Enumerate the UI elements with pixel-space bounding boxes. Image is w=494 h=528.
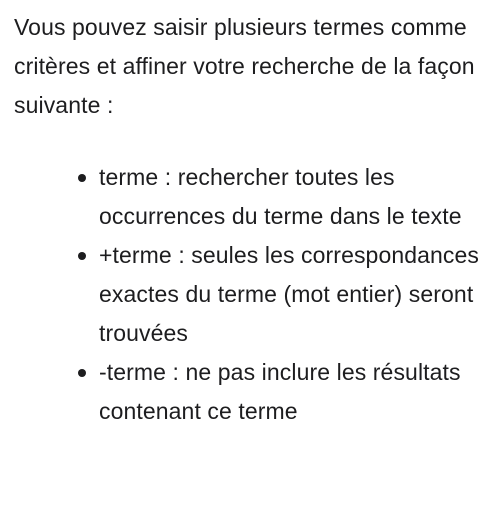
search-tip-item (99, 158, 479, 236)
bullet-dot-icon (78, 252, 86, 260)
search-tip-text: -terme : ne pas inclure les résultats contenant ce terme (99, 359, 461, 424)
search-tip-text: +terme : seules les correspondances exactes du terme (mot entier) seront trouvées (99, 242, 480, 346)
bullet-dot-icon (78, 174, 86, 182)
search-help-intro: Vous pouvez saisir plusieurs termes comme critères et affiner votre recherche de la façon suivante : (14, 14, 475, 118)
search-tips-list (14, 158, 480, 431)
search-tip-item (99, 353, 479, 431)
search-tip-item (99, 236, 479, 353)
search-tip-text: terme : rechercher toutes les occurrences du terme dans le texte (99, 164, 462, 229)
bullet-dot-icon (78, 369, 86, 377)
